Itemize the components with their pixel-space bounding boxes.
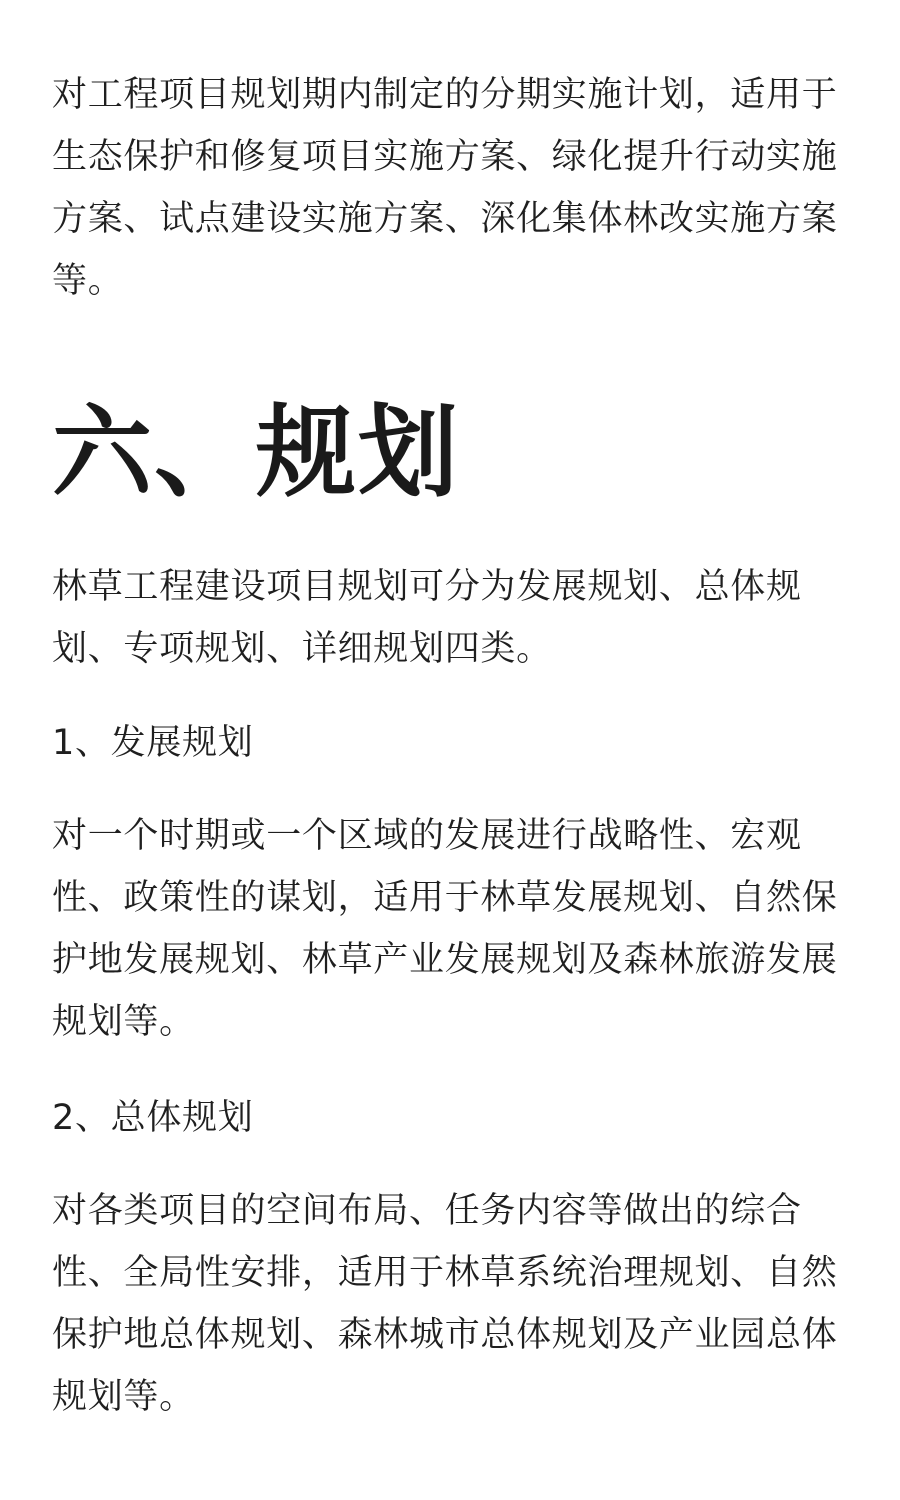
subheading-overall-plan: 2、总体规划 [52,1098,254,1138]
overall-plan-paragraph: 对各类项目的空间布局、任务内容等做出的综合性、全局性安排，适用于林草系统治理规划、自然保护地总体规划、森林城市总体规划及产业园总体规划等。 [52,1191,838,1417]
section-heading: 六、规划 [52,394,460,511]
intro-paragraph: 对工程项目规划期内制定的分期实施计划，适用于生态保护和修复项目实施方案、绿化提升行动实施方案、试点建设实施方案、深化集体林改实施方案等。 [52,75,838,301]
development-plan-paragraph: 对一个时期或一个区域的发展进行战略性、宏观性、政策性的谋划，适用于林草发展规划、自然保护地发展规划、林草产业发展规划及森林旅游发展规划等。 [52,816,838,1042]
subheading-development-plan: 1、发展规划 [52,723,254,763]
section-intro-paragraph: 林草工程建设项目规划可分为发展规划、总体规划、专项规划、详细规划四类。 [52,567,802,669]
